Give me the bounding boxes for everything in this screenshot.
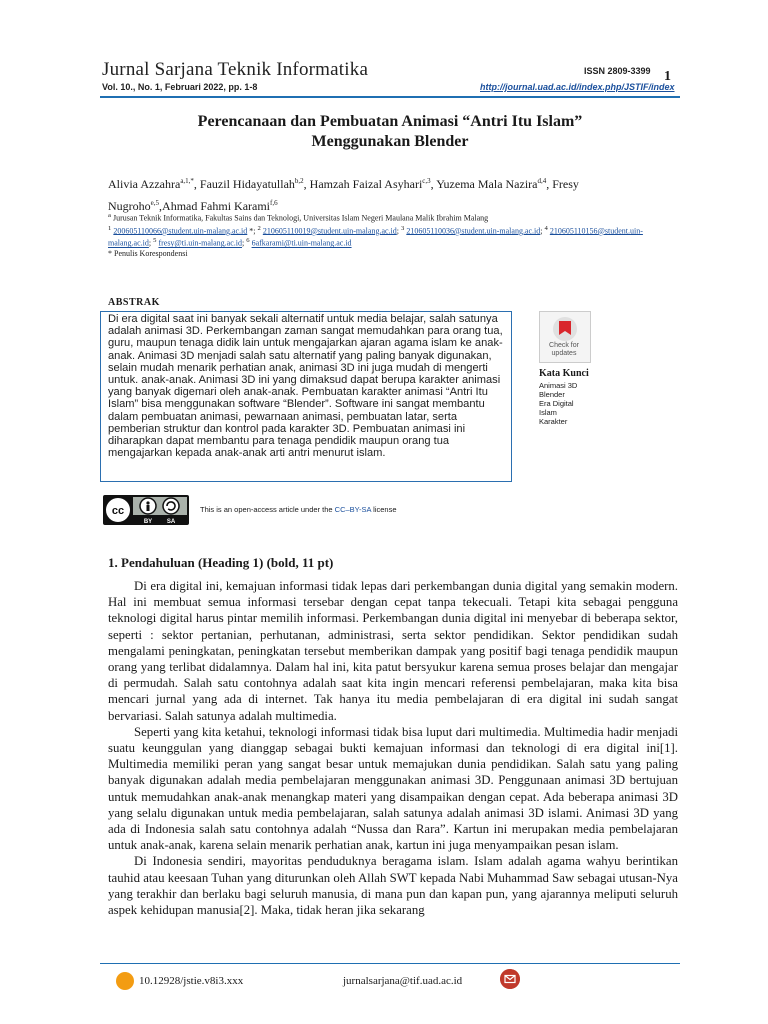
affiliation-block <box>108 211 678 259</box>
author-mark: b,2 <box>294 177 304 185</box>
title-line-2: Menggunakan Blender <box>311 133 469 150</box>
section-body <box>108 578 678 918</box>
header-divider <box>100 96 680 98</box>
check-label-line: Check for <box>549 342 579 349</box>
keyword-item: Blender <box>539 390 565 399</box>
email-link[interactable]: 200605110066@student.uin-malang.ac.id <box>113 226 248 236</box>
author-name: , Fresy Nugroho <box>108 177 579 213</box>
department-text: Jurusan Teknik Informatika, Fakultas Sains dan Teknologi, Universitas Islam Negeri Maulana Malik Ibrahim Malang <box>112 213 489 223</box>
author-mark: a,1,* <box>180 177 194 185</box>
email-link[interactable]: 210605110019@student.uin-malang.ac.id <box>262 226 397 236</box>
mail-icon[interactable] <box>500 969 520 989</box>
journal-url-link[interactable]: http://journal.uad.ac.id/index.php/JSTIF/index <box>480 82 675 92</box>
bookmark-icon <box>540 312 590 344</box>
abstract-text: Di era digital saat ini banyak sekali alternatif untuk media belajar, salah satunya adalah animasi 3D. Perkembangan zaman sangat memudahkan para orang tua, guru, maupun tenaga didik lain untuk mengajarkan ajaran agama islam ke anak-anak. Animasi 3D menjadi salah satu alternatif yang paling banyak digunakan, selain mudah menarik perhatian anak, animasi 3D ini juga mudah di mengerti untuk. anak-anak. Animasi 3D ini yang dimaksud dapat berupa karakter animasi yang banyak digemari oleh anak-anak. Pembuatan karakter animasi “Antri Itu Islam” bisa menggunakan software “Blender”. Software ini sangat membantu dalam pembuatan animasi, pewarnaan animasi, pembuatan latar, serta pemberian struktur dan kontrol pada karakter 3D. Pembuatan animasi ini diharapkan dapat membantu para tenaga pendidik maupun orang tua mengajarkan kepada anak-anak arti antri menurut islam. <box>108 313 503 460</box>
license-statement <box>200 505 397 514</box>
volume-line: Vol. 10., No. 1, Februari 2022, pp. 1-8 <box>102 82 258 92</box>
cc-sa-label: SA <box>166 519 176 525</box>
title-line-1: Perencanaan dan Pembuatan Animasi “Antri Itu Islam” <box>197 113 583 130</box>
keywords-list <box>539 381 577 426</box>
cc-by-label: BY <box>143 519 153 525</box>
page-number: 1 <box>664 69 671 84</box>
author-mark: e,5 <box>150 199 160 207</box>
keyword-item: Islam <box>539 408 557 417</box>
journal-name: Jurnal Sarjana Teknik Informatika <box>102 59 369 80</box>
cc-by-sa-license-icon[interactable] <box>103 495 189 525</box>
keywords-heading: Kata Kunci <box>539 368 589 379</box>
journal-email[interactable]: jurnalsarjana@tif.uad.ac.id <box>343 975 463 987</box>
paragraph: Di era digital ini, kemajuan informasi tidak lepas dari perkembangan dunia digital yang semakin modern. Hal ini membuat semua informasi tersebar dengan cepat tanpa tekecuali. Tetapi kita sebagai pengguna teknologi digital harus pintar memilih informasi. Perkembangan dunia digital ini menyebar di beberapa sektor, seperti : sektor pertanian, perhutanan, administrasi, serta sektor pendidikan. Sektor pendidikan sudah mengalami peningkatan, peningkatan tersebut memberikan dampak yang positif bagi tenaga pendidik maupun orang yang terlibat didalamnya. Dalam hal ini, kita patut bersyukur karena semua proses belajar dan mengajar di permudah. Salah satu contohnya adalah saat kita ingin mencari referensi pembelajaran, maka kita bisa mencari jurnal yang ada di internet. Tak hanya itu media pembelajaran di era digital ini sudah sangat bervariasi. Salah satunya adalah multimedia. <box>108 579 678 723</box>
keyword-item: Animasi 3D <box>539 381 578 390</box>
author-mark: d,4 <box>537 177 547 185</box>
issn: ISSN 2809-3399 <box>584 66 651 76</box>
footer-divider <box>100 963 680 964</box>
email-link[interactable]: 210605110036@student.uin-malang.ac.id <box>406 226 541 236</box>
email-link[interactable]: 6afkarami@ti.uin-malang.ac.id <box>251 238 352 248</box>
author-name: , Yuzema Mala Nazira <box>430 177 538 191</box>
check-for-updates-label <box>539 342 589 358</box>
section-heading: 1. Pendahuluan (Heading 1) (bold, 11 pt) <box>108 555 334 570</box>
keyword-item: Karakter <box>539 417 568 426</box>
paragraph: Di Indonesia sendiri, mayoritas penduduknya beragama islam. Islam adalah agama wahyu berintikan tauhid atau keesaan Tuhan yang diturunkan oleh Allah SWT kepada Nabi Muhammad Saw sebagai utusan-Nya yang terakhir dan berlaku bagi seluruh manusia, di mana pun dan kapan pun, yang ajarannya meliputi seluruh aspek kehidupan manusia[2]. Maka, tidak heran jika sekarang <box>108 854 678 918</box>
email-list: $^1$ 200605110066@student.uin-malang.ac.id *; $^2$ 210605110019@student.uin-malang.ac.id; $^3$ 210605110036@student.uin-malang.ac.id; $^4$ 210605110156@student.uin-malang.ac.id; $^5$ fresy@ti.uin-malang.ac.id; $^6$ 6afkarami@ti.uin-malang.ac.id <box>108 224 643 248</box>
license-link[interactable]: CC–BY-SA <box>334 505 372 514</box>
author-mark: f,6 <box>270 199 278 207</box>
author-mark: c,3 <box>422 177 431 185</box>
author-name: , Hamzah Faizal Asyhari <box>303 177 423 191</box>
author-name: ,Ahmad Fahmi Karami <box>159 199 271 213</box>
license-suffix: license <box>371 505 397 514</box>
department: $^a$ Jurusan Teknik Informatika, Fakultas Sains dan Teknologi, Universitas Islam Negeri Maulana Malik Ibrahim Malang <box>108 212 489 223</box>
license-prefix: This is an open-access article under the <box>200 505 335 514</box>
doi-text[interactable]: 10.12928/jstie.v8i3.xxx <box>139 975 244 987</box>
corresponding-note: * Penulis Korespondensi <box>108 248 188 258</box>
email-link[interactable]: 210605110156@student.uin-malang.ac.id <box>108 226 643 248</box>
paragraph: Seperti yang kita ketahui, teknologi informasi tidak bisa luput dari multimedia. Multimedia hadir menjadi suatu keunggulan yang dianggap sebagai bukti kemajuan informasi dan teknologi di era digital ini[1]. Multimedia memiliki peran yang sangat besar untuk memajukan dunia pendidikan. Salah satu yang paling banyak digunakan adalah media pembelajaran menggunakan animasi 3D. Penggunaan animasi 3D bertujuan untuk memudahkan anak-anak menangkap materi yang disampaikan dengan cepat. Ada beberapa animasi 3D yang selalu digunakan untuk media pembelajaran, salah satunya adalah animasi 3D islami. Animasi 3D yang ada di Indonesia salah satu contohnya adalah “Nussa dan Rara”. Kartun ini merupakan media pembelajaran untuk anak-anak, karena selain menarik perhatian anak, kartun ini juga menyampaikan pesan islam. <box>108 724 678 853</box>
author-list <box>108 172 638 216</box>
keyword-item: Era Digital <box>539 399 574 408</box>
svg-text:cc: cc <box>111 505 125 517</box>
paper-title <box>100 112 680 152</box>
check-label-line: updates <box>551 350 577 357</box>
author-name: , Fauzil Hidayatullah <box>193 177 295 191</box>
abstract-heading: ABSTRAK <box>108 297 160 308</box>
author-name: Alivia Azzahra <box>108 177 181 191</box>
email-link[interactable]: fresy@ti.uin-malang.ac.id <box>158 238 242 248</box>
doi-icon <box>116 972 134 990</box>
